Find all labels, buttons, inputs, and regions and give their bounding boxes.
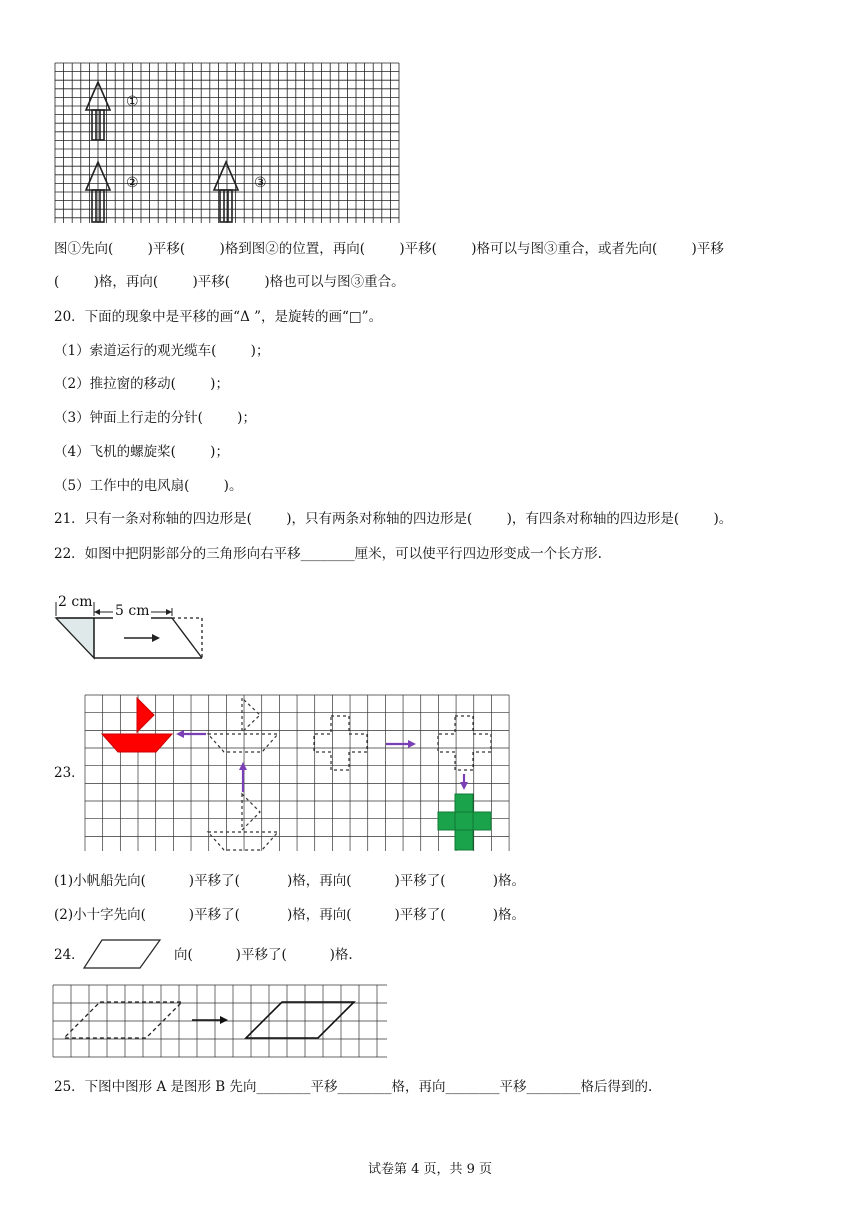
q23-line1: (1)小帆船先向( )平移了( )格，再向( )平移了( )格。	[54, 873, 525, 889]
label-2cm: 2 cm	[58, 594, 93, 610]
figure-label-1: ①	[126, 94, 139, 110]
q24-small-parallelogram	[82, 938, 162, 970]
q25-text: 25．下图中图形 A 是图形 B 先向________平移________格，再向________平移________格后得到的.	[54, 1079, 653, 1095]
figure-label-2: ②	[126, 175, 139, 191]
boat-sail	[137, 698, 154, 732]
q19-line1: 图①先向( )平移( )格到图②的位置，再向( )平移( )格可以与图③重合，或者先向( )平移	[54, 241, 724, 257]
q20-title: 20．下面的现象中是平移的画“Δ ”，是旋转的画“□”。	[54, 309, 383, 325]
q23-grid-figure	[84, 694, 512, 854]
q24-text: 向( )平移了( )格.	[174, 947, 353, 963]
q23-number: 23．	[54, 765, 85, 781]
label-5cm: 5 cm	[115, 603, 150, 619]
page-footer: 试卷第 4 页，共 9 页	[367, 1162, 493, 1177]
figure-label-3: ③	[254, 175, 267, 191]
q22-text: 22．如图中把阴影部分的三角形向右平移________厘米，可以使平行四边形变成一个长方形.	[54, 546, 602, 562]
q23-line2: (2)小十字先向( )平移了( )格，再向( )平移了( )格。	[54, 907, 525, 923]
q19-line2: ( )格，再向( )平移( )格也可以与图③重合。	[54, 274, 405, 290]
boat-hull	[102, 734, 172, 752]
q20-item-1: （1）索道运行的观光缆车( )；	[54, 343, 270, 359]
q21-text: 21．只有一条对称轴的四边形是( )，只有两条对称轴的四边形是( )，有四条对称轴的四边形是( )。	[54, 511, 733, 527]
q24-number: 24．	[54, 947, 85, 963]
shaded-triangle	[56, 618, 94, 658]
green-cross	[438, 794, 491, 850]
q20-item-3: （3）钟面上行走的分针( )；	[54, 410, 256, 426]
q19-grid-figure	[54, 62, 402, 224]
q20-item-5: （5）工作中的电风扇( )。	[54, 478, 243, 494]
q20-item-4: （4）飞机的螺旋桨( )；	[54, 444, 229, 460]
q20-item-2: （2）推拉窗的移动( )；	[54, 376, 229, 392]
q24-grid-figure	[52, 984, 390, 1058]
